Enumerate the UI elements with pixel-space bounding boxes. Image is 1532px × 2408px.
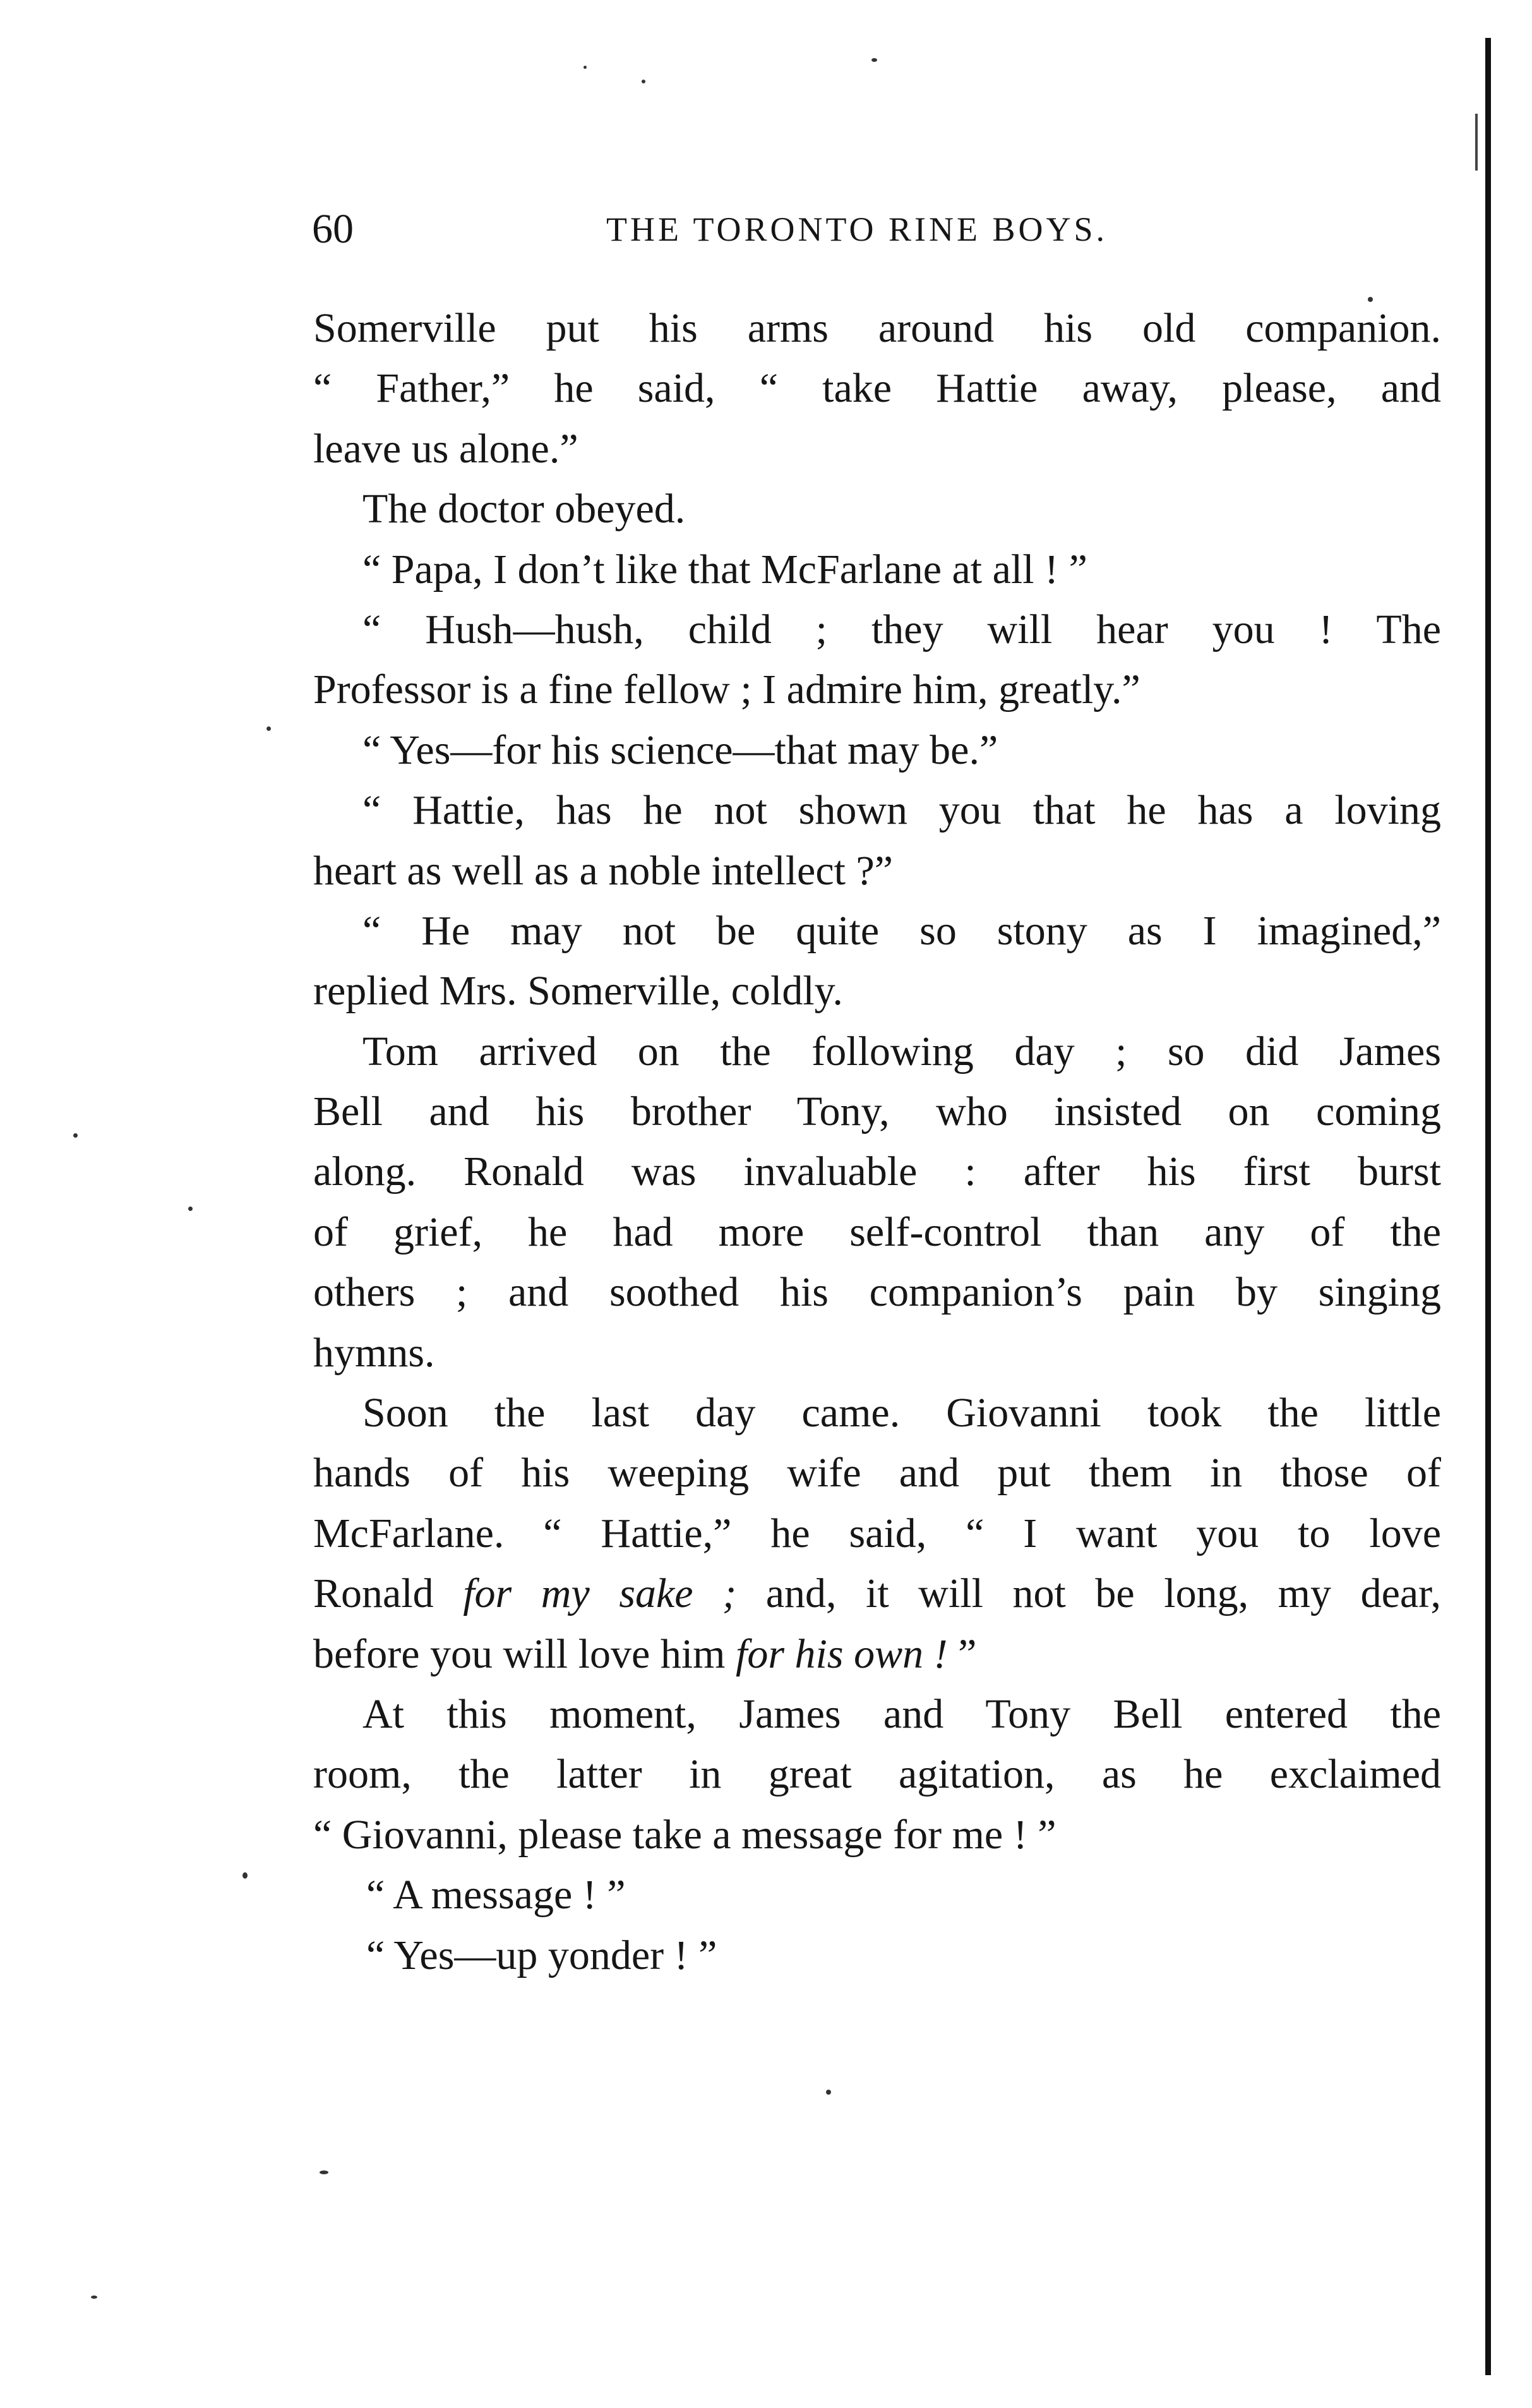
text-line — [313, 1323, 1441, 1383]
text-run: before you will love him — [313, 1630, 736, 1677]
scan-speck — [73, 1133, 78, 1138]
text-run: others ; and soothed his companion’s pain by singing — [313, 1269, 1441, 1316]
text-line — [313, 1744, 1441, 1804]
text-line — [313, 1202, 1441, 1262]
scan-speck — [583, 66, 587, 69]
text-line — [313, 1443, 1441, 1503]
text-line — [313, 419, 1441, 479]
text-line — [313, 1141, 1441, 1201]
text-run: Professor is a fine fellow ; I admire him, greatly.” — [313, 666, 1140, 713]
text-line — [313, 1021, 1441, 1081]
text-line — [313, 1865, 1441, 1925]
text-line — [313, 901, 1441, 961]
text-run: “ Father,” he said, “ take Hattie away, please, and — [313, 365, 1441, 412]
text-line — [313, 720, 1441, 780]
scan-speck — [188, 1207, 193, 1211]
text-line — [313, 841, 1441, 901]
running-title: THE TORONTO RINE BOYS. — [606, 210, 1108, 248]
text-run: and, it will not be long, my dear, — [736, 1570, 1442, 1617]
text-run: Bell and his brother Tony, who insisted on coming — [313, 1088, 1441, 1135]
text-run: Tom arrived on the following day ; so did James — [362, 1028, 1441, 1075]
text-run: heart as well as a noble intellect ?” — [313, 847, 894, 894]
binding-edge-rule — [1485, 38, 1491, 2375]
scan-speck — [320, 2170, 328, 2174]
text-line — [313, 479, 1441, 539]
scan-speck — [871, 58, 877, 62]
text-run: ” — [947, 1630, 977, 1677]
text-run: leave us alone.” — [313, 425, 578, 472]
text-run: “ He may not be quite so stony as I imagined,” — [362, 907, 1441, 954]
text-run: At this moment, James and Tony Bell entered the — [362, 1690, 1441, 1737]
text-line — [313, 1684, 1441, 1744]
text-run: of grief, he had more self-control than any of the — [313, 1208, 1441, 1255]
text-run: Soon the last day came. Giovanni took the little — [362, 1390, 1441, 1436]
text-run: McFarlane. “ Hattie,” he said, “ I want you to love — [313, 1510, 1441, 1556]
text-run: Somerville put his arms around his old companion. — [313, 305, 1441, 351]
text-line — [313, 1081, 1441, 1141]
scan-speck — [642, 80, 645, 83]
text-run: The doctor obeyed. — [362, 486, 686, 533]
text-line — [313, 1262, 1441, 1322]
scan-speck — [91, 2296, 97, 2299]
scan-speck — [826, 2090, 831, 2095]
text-run: along. Ronald was invaluable : after his first burst — [313, 1148, 1441, 1195]
text-line — [313, 1383, 1441, 1443]
text-run: hymns. — [313, 1329, 435, 1376]
text-line — [313, 358, 1441, 418]
text-line — [313, 780, 1441, 840]
text-run: “ Papa, I don’t like that McFarlane at all ! ” — [362, 546, 1087, 593]
text-run: “ A message ! ” — [366, 1872, 626, 1918]
text-run: hands of his weeping wife and put them in those of — [313, 1450, 1441, 1496]
body-text — [313, 298, 1441, 1985]
text-line — [313, 599, 1441, 659]
italic-phrase: for my sake ; — [463, 1570, 737, 1617]
text-line — [313, 1563, 1441, 1623]
text-run: “ Hattie, has he not shown you that he has a loving — [362, 787, 1441, 834]
scan-speck — [266, 726, 271, 731]
page-header — [0, 201, 1532, 258]
text-line — [313, 1925, 1441, 1985]
text-run: Ronald — [313, 1570, 464, 1617]
italic-phrase: for his own ! — [736, 1630, 948, 1677]
binding-edge-mark — [1475, 114, 1478, 171]
text-line — [313, 961, 1441, 1021]
text-line — [313, 539, 1441, 599]
text-run: room, the latter in great agitation, as he exclaimed — [313, 1751, 1441, 1798]
text-run: “ Giovanni, please take a message for me ! ” — [313, 1811, 1056, 1858]
text-line — [313, 1503, 1441, 1563]
page-number: 60 — [312, 206, 354, 252]
text-run: replied Mrs. Somerville, coldly. — [313, 968, 843, 1014]
text-line — [313, 298, 1441, 358]
text-line — [313, 1805, 1441, 1865]
text-run: “ Yes—for his science—that may be.” — [362, 726, 998, 773]
scan-speck — [1368, 297, 1373, 302]
scan-speck — [242, 1872, 248, 1879]
text-line — [313, 1624, 1441, 1684]
text-run: “ Yes—up yonder ! ” — [366, 1932, 717, 1978]
text-run: “ Hush—hush, child ; they will hear you ! The — [362, 606, 1441, 653]
text-line — [313, 659, 1441, 719]
